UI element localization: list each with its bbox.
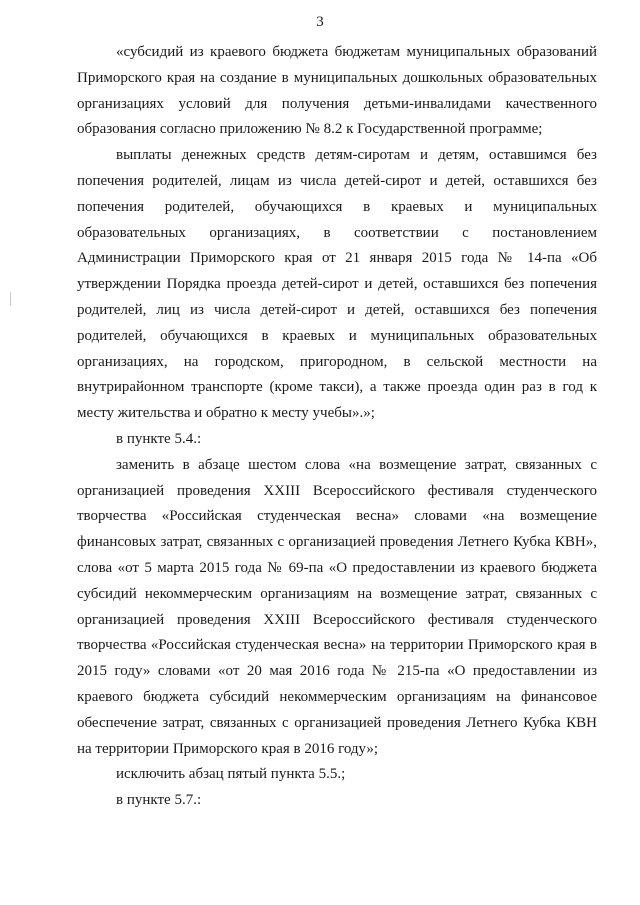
paragraph-orphan-payments: выплаты денежных средств детям-сиротам и детям, оставшимся без попечения родителей, лицам из числа детей-сирот и детей, оставшихся без попечения родителей, обучающихся в краевых и муниципальных образовательных организациях, в соответствии с постановлением Администрации Приморского края от 21 января 2015 года № 14-па «Об утверждении Порядка проезда детей-сирот и детей, оставшихся без попечения родителей, лиц из числа детей-сирот и детей, оставшихся без попечения родителей, обучающихся в краевых и муниципальных образовательных организациях, на городском, пригородном, в сельской местности на внутрирайонном транспорте (кроме такси), а также проезда один раз в год к месту жительства и обратно к месту учебы».»; xyxy=(77,147,597,422)
paragraph-item-5-7: в пункте 5.7.: xyxy=(116,792,202,809)
document-body xyxy=(77,40,597,814)
paragraph-item-5-4: в пункте 5.4.: xyxy=(116,430,202,447)
paragraph-exclude-5-5: исключить абзац пятый пункта 5.5.; xyxy=(116,766,346,783)
margin-mark xyxy=(10,292,11,306)
page-number: 3 xyxy=(316,14,324,30)
paragraph-subsidies: «субсидий из краевого бюджета бюджетам муниципальных образований Приморского края на создание в муниципальных дошкольных образовательных организациях условий для получения детьми-инвалидами качественного образования согласно приложению № 8.2 к Государственной программе; xyxy=(77,44,597,138)
paragraph-replace-words: заменить в абзаце шестом слова «на возмещение затрат, связанных с организацией проведения XXIII Всероссийского фестиваля студенческого творчества «Российская студенческая весна» словами «на возмещение финансовых затрат, связанных с организацией проведения Летнего Кубка КВН», слова «от 5 марта 2015 года № 69-па «О предоставлении из краевого бюджета субсидий некоммерческим организациям на возмещение затрат, связанных с организацией проведения XXIII Всероссийского фестиваля студенческого творчества «Российская студенческая весна» на территории Приморского края в 2015 году» словами «от 20 мая 2016 года № 215-па «О предоставлении из краевого бюджета субсидий некоммерческим организациям на финансовое обеспечение затрат, связанных с организацией проведения Летнего Кубка КВН на территории Приморского края в 2016 году»; xyxy=(77,456,597,757)
